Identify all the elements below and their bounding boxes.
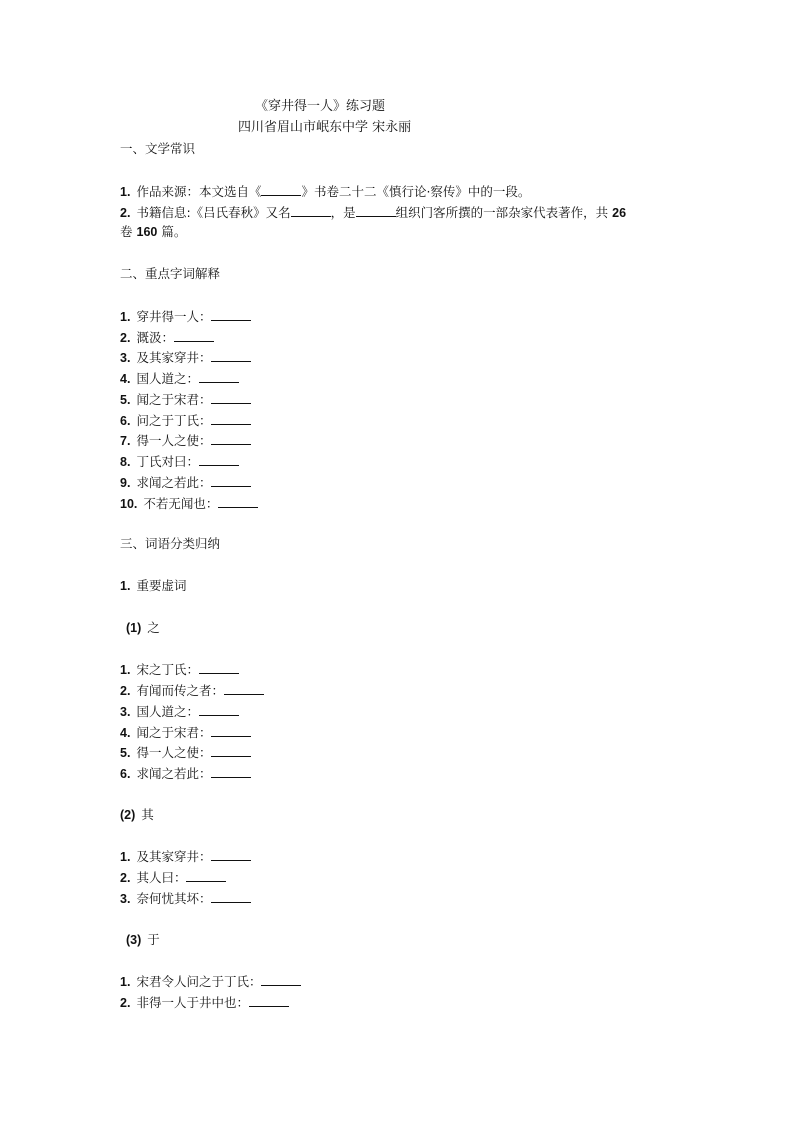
list-item — [120, 308, 251, 325]
answer-blank[interactable] — [211, 308, 251, 321]
group-title: 其 — [141, 807, 154, 822]
answer-blank[interactable] — [211, 349, 251, 362]
list-item — [120, 973, 301, 990]
item-text: 及其家穿井： — [136, 849, 212, 864]
list-item — [120, 703, 239, 720]
answer-blank[interactable] — [186, 869, 226, 882]
list-item — [120, 412, 251, 429]
list-item — [120, 329, 214, 346]
item-number: 2. — [120, 996, 131, 1010]
answer-blank[interactable] — [199, 453, 239, 466]
group-label-yu — [126, 932, 160, 948]
item-text: 不若无闻也： — [143, 496, 219, 511]
question-source — [120, 183, 530, 200]
item-text: 其人曰： — [136, 870, 187, 885]
item-text: 得一人之使： — [136, 433, 212, 448]
question-text: 》书卷二十二《慎行论·察传》中的一段。 — [301, 184, 531, 199]
group-number: (2) — [120, 808, 136, 822]
item-text: 国人道之： — [136, 371, 199, 386]
list-item — [120, 391, 251, 408]
answer-blank[interactable] — [199, 661, 239, 674]
question-text: ，是 — [330, 205, 356, 220]
item-number: 2. — [120, 871, 131, 885]
item-number: 10. — [120, 497, 138, 511]
list-item — [120, 869, 226, 886]
item-number: 1. — [120, 663, 131, 677]
group-title: 于 — [147, 932, 160, 947]
item-text: 宋之丁氏： — [136, 662, 199, 677]
answer-blank[interactable] — [291, 204, 331, 217]
question-text: 书籍信息:《吕氏春秋》又名 — [136, 205, 291, 220]
answer-blank[interactable] — [211, 432, 251, 445]
answer-blank[interactable] — [211, 890, 251, 903]
item-text: 奈何忧其坏： — [136, 891, 212, 906]
answer-blank[interactable] — [211, 412, 251, 425]
item-number: 5. — [120, 393, 131, 407]
answer-blank[interactable] — [211, 765, 251, 778]
item-number: 1. — [120, 579, 131, 593]
list-item — [120, 349, 251, 366]
item-number: 2. — [120, 684, 131, 698]
group-label-zhi — [126, 620, 160, 636]
list-item — [120, 370, 239, 387]
list-item — [120, 744, 251, 761]
answer-blank[interactable] — [224, 682, 264, 695]
item-text: 丁氏对曰： — [136, 454, 199, 469]
answer-blank[interactable] — [356, 204, 396, 217]
item-text: 有闻而传之者： — [136, 683, 224, 698]
question-text: 篇。 — [161, 224, 187, 239]
list-item — [120, 474, 251, 491]
item-text: 非得一人于井中也： — [136, 995, 249, 1010]
list-item — [120, 432, 251, 449]
list-item — [120, 890, 251, 907]
list-item — [120, 994, 289, 1011]
item-text: 闻之于宋君： — [136, 725, 212, 740]
section-heading-classification: 三、词语分类归纳 — [120, 536, 221, 551]
item-number: 3. — [120, 892, 131, 906]
item-number: 6. — [120, 414, 131, 428]
answer-blank[interactable] — [174, 329, 214, 342]
document-subtitle: 四川省眉山市岷东中学 宋永丽 — [238, 120, 412, 135]
answer-blank[interactable] — [249, 994, 289, 1007]
list-item — [120, 724, 251, 741]
item-text: 及其家穿井： — [136, 350, 212, 365]
item-number: 1. — [120, 850, 131, 864]
answer-blank[interactable] — [199, 370, 239, 383]
question-book-info-cont — [120, 224, 186, 240]
answer-blank[interactable] — [261, 183, 301, 196]
item-number: 9. — [120, 476, 131, 490]
item-number: 8. — [120, 455, 131, 469]
section-heading-vocabulary: 二、重点字词解释 — [120, 266, 221, 281]
answer-blank[interactable] — [211, 474, 251, 487]
list-item — [120, 848, 251, 865]
question-text: 卷 — [120, 224, 133, 239]
question-number-value: 160 — [136, 225, 158, 239]
answer-blank[interactable] — [261, 973, 301, 986]
answer-blank[interactable] — [211, 744, 251, 757]
item-number: 2. — [120, 331, 131, 345]
item-text: 宋君令人问之于丁氏： — [136, 974, 262, 989]
question-text: 组织门客所撰的一部杂家代表著作，共 — [395, 205, 609, 220]
document-title: 《穿井得一人》练习题 — [255, 99, 386, 114]
list-item — [120, 765, 251, 782]
question-book-info — [120, 204, 626, 221]
item-text: 求闻之若此： — [136, 766, 212, 781]
item-number: 1. — [120, 975, 131, 989]
question-number-value: 26 — [612, 206, 627, 220]
question-number: 1. — [120, 185, 131, 199]
item-number: 3. — [120, 705, 131, 719]
question-text: 作品来源：本文选自《 — [136, 184, 262, 199]
item-text: 问之于丁氏： — [136, 413, 212, 428]
item-number: 4. — [120, 372, 131, 386]
item-text: 穿井得一人： — [136, 309, 212, 324]
question-number: 2. — [120, 206, 131, 220]
answer-blank[interactable] — [211, 724, 251, 737]
item-number: 1. — [120, 310, 131, 324]
subsection-title: 重要虚词 — [136, 578, 187, 593]
item-number: 6. — [120, 767, 131, 781]
group-label-qi — [120, 807, 154, 823]
list-item — [120, 453, 239, 470]
item-text: 得一人之使： — [136, 745, 212, 760]
item-text: 溉汲： — [136, 330, 174, 345]
list-item — [120, 661, 239, 678]
group-number: (1) — [126, 621, 142, 635]
item-number: 7. — [120, 434, 131, 448]
list-item — [120, 682, 264, 699]
group-number: (3) — [126, 933, 142, 947]
item-text: 闻之于宋君： — [136, 392, 212, 407]
item-text: 求闻之若此： — [136, 475, 212, 490]
section-heading-literature: 一、文学常识 — [120, 141, 196, 156]
group-title: 之 — [147, 620, 160, 635]
subsection-heading — [120, 578, 186, 594]
item-number: 5. — [120, 746, 131, 760]
item-text: 国人道之： — [136, 704, 199, 719]
answer-blank[interactable] — [218, 495, 258, 508]
answer-blank[interactable] — [211, 391, 251, 404]
list-item — [120, 495, 258, 512]
item-number: 4. — [120, 726, 131, 740]
answer-blank[interactable] — [211, 848, 251, 861]
answer-blank[interactable] — [199, 703, 239, 716]
item-number: 3. — [120, 351, 131, 365]
